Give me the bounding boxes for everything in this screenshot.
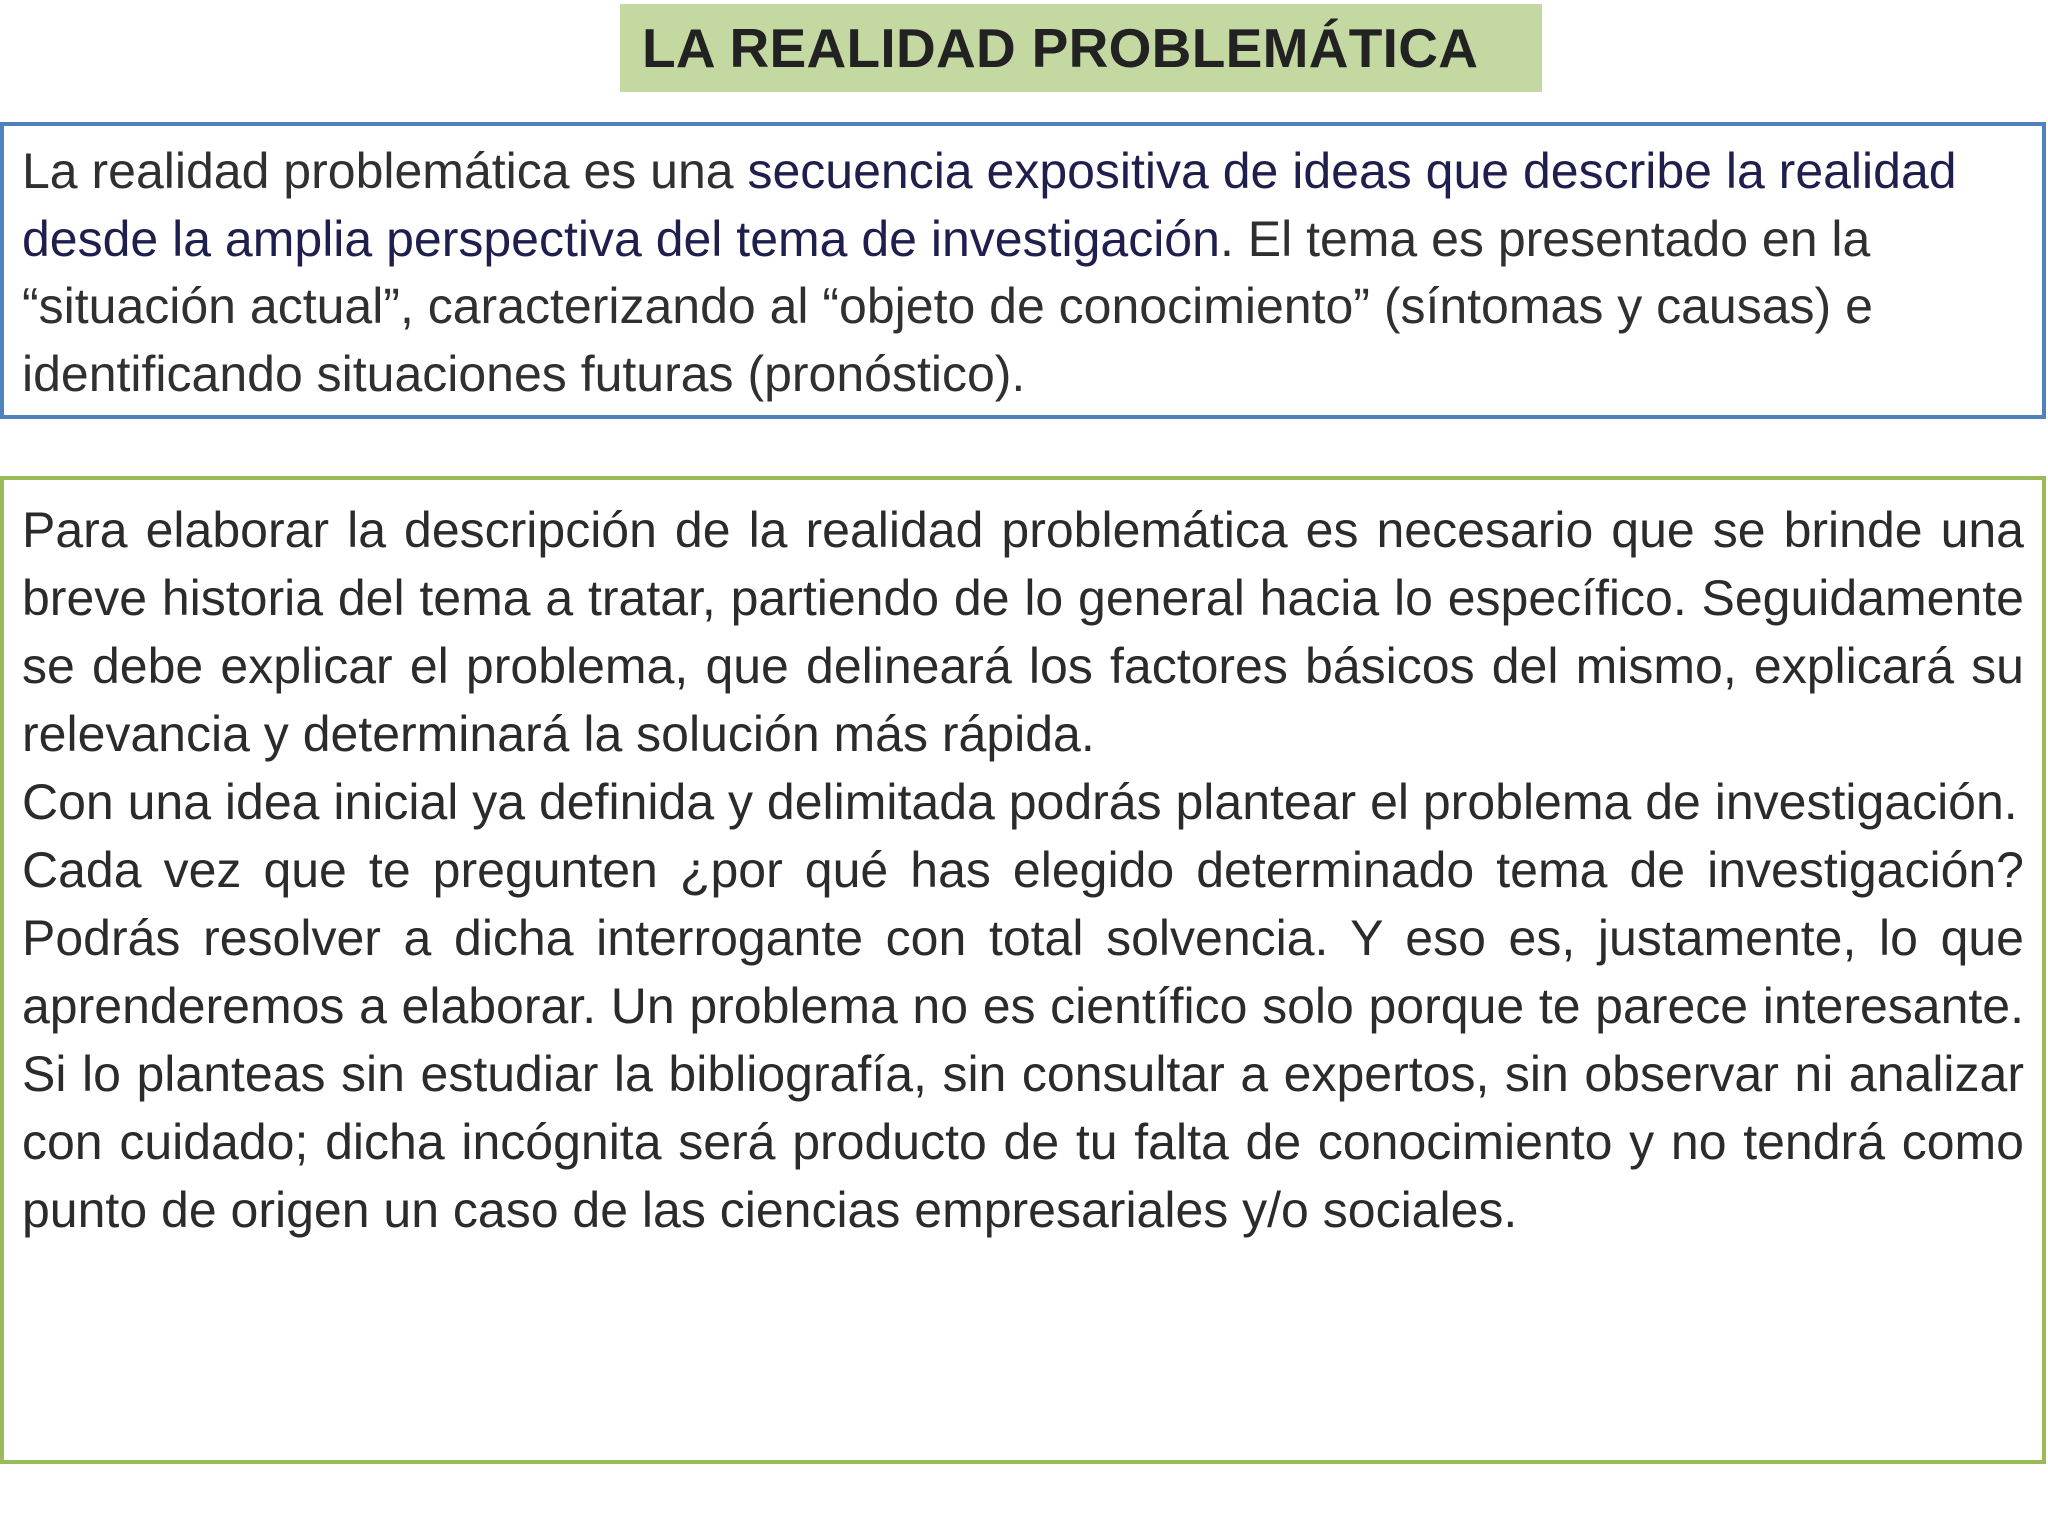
definition-box [0, 122, 2046, 419]
explanation-box [0, 476, 2046, 1464]
paragraph-history: Para elaborar la descripción de la realidad problemática es necesario que se brinde una breve historia del tema a tratar, partiendo de lo general hacia lo específico. Seguidamente se debe explicar el problema, que delineará los factores básicos del mismo, explicará su relevancia y determinará la solución más rápida. [22, 502, 2024, 762]
definition-highlight: secuencia expositiva de ideas que describe la realidad desde la amplia perspectiva del tema de investigación [22, 143, 1957, 267]
paragraph-justification: Cada vez que te pregunten ¿por qué has elegido determinado tema de investigación? Podrás resolver a dicha interrogante con total solvencia. Y eso es, justamente, lo que aprenderemos a elaborar. Un problema no es científico solo porque te parece interesante. Si lo planteas sin estudiar la bibliografía, sin consultar a expertos, sin observar ni analizar con cuidado; dicha incógnita será producto de tu falta de conocimiento y no tendrá como punto de origen un caso de las ciencias empresariales y/o sociales. [22, 842, 2024, 1238]
definition-part-2: . El tema es presentado en la “situación actual”, caracterizando al “objeto de conocimiento” (síntomas y causas) e identificando situaciones futuras (pronóstico). [22, 210, 1873, 402]
paragraph-initial-idea: Con una idea inicial ya definida y delimitada podrás plantear el problema de investigación. [22, 774, 2018, 830]
title-banner [620, 4, 1542, 92]
definition-text [22, 138, 2024, 408]
definition-part-1: La realidad problemática es una [22, 143, 748, 199]
slide-title: LA REALIDAD PROBLEMÁTICA [642, 17, 1479, 79]
